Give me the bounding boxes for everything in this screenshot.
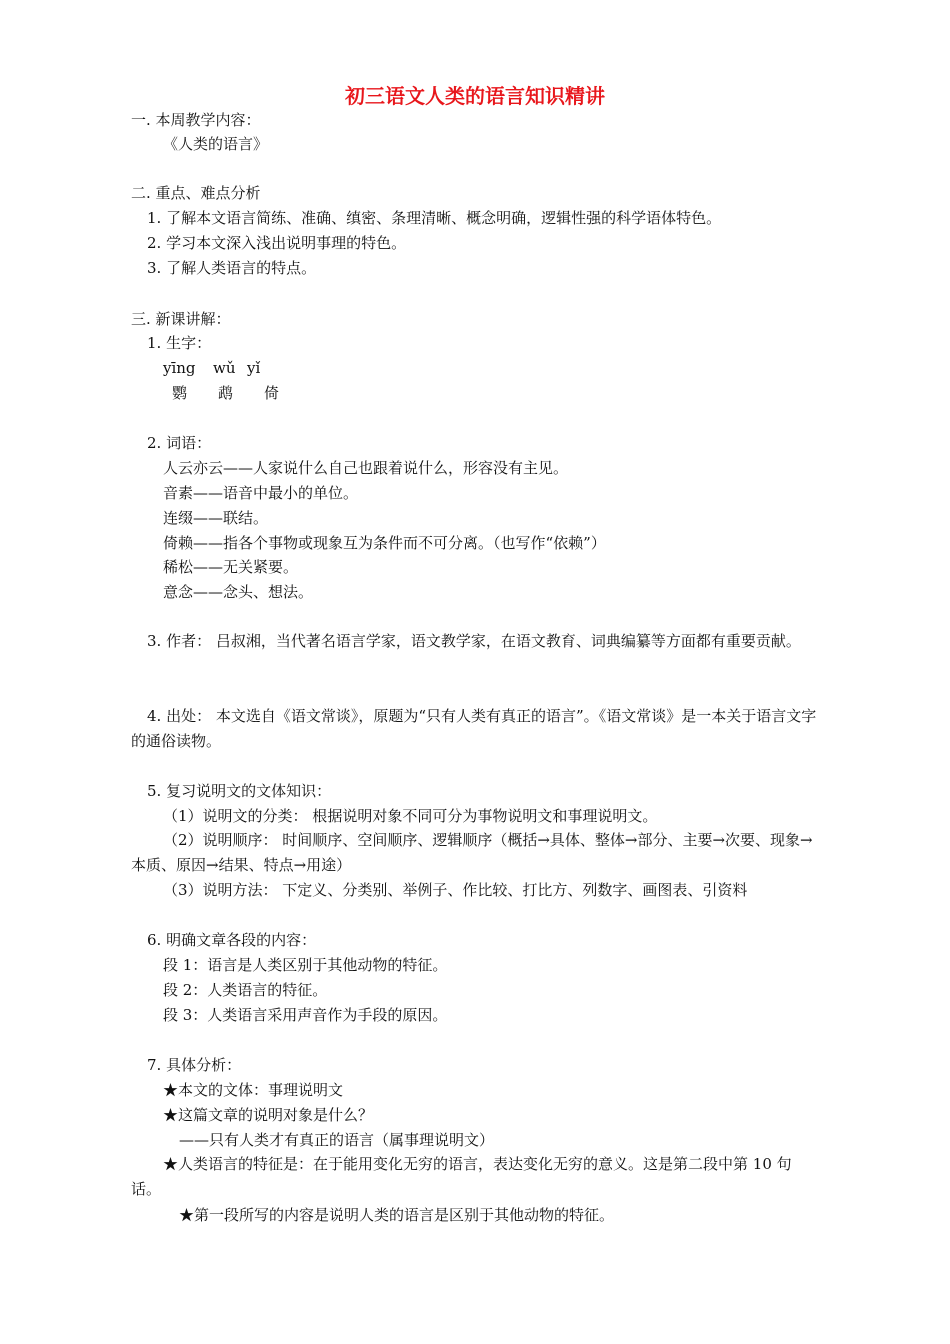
section-3-heading: 三. 新课讲解：	[131, 310, 231, 328]
word-entry: 倚赖——指各个事物或现象互为条件而不可分离。（也写作“依赖”）	[163, 534, 606, 552]
review-heading: 5. 复习说明文的文体知识：	[147, 782, 332, 800]
hanzi-char: 鹦	[172, 384, 188, 402]
section-2-heading: 二. 重点、难点分析	[131, 184, 261, 202]
analysis-heading: 7. 具体分析：	[147, 1056, 242, 1074]
pinyin-label: wǔ	[213, 359, 236, 377]
section-1-content: 《人类的语言》	[163, 135, 269, 153]
paragraph-summary: 段 2：人类语言的特征。	[163, 981, 328, 999]
chars-heading: 1. 生字：	[147, 334, 212, 352]
paragraph-summary: 段 1：语言是人类区别于其他动物的特征。	[163, 956, 448, 974]
document-title: 初三语文人类的语言知识精讲	[345, 84, 605, 108]
hanzi-char: 鹉	[218, 384, 234, 402]
analysis-feature: ★人类语言的特征是：在于能用变化无穷的语言，表达变化无穷的意义。这是第二段中第 10 句话。	[131, 1155, 792, 1198]
word-entry: 人云亦云——人家说什么自己也跟着说什么，形容没有主见。	[163, 459, 569, 477]
pinyin-label: yǐ	[247, 359, 261, 377]
list-item: 3. 了解人类语言的特点。	[147, 259, 317, 277]
review-item: （2）说明顺序： 时间顺序、空间顺序、逻辑顺序（概括→具体、整体→部分、主要→次要、现象→本质、原因→结果、特点→用途）	[131, 831, 813, 874]
author-paragraph: 3. 作者： 吕叔湘，当代著名语言学家，语文教学家，在语文教育、词典编纂等方面都有重要贡献。	[147, 632, 801, 650]
word-entry: 连缀——联结。	[163, 509, 269, 527]
pinyin-label: yīng	[163, 359, 196, 377]
analysis-question: ★这篇文章的说明对象是什么？	[163, 1106, 374, 1124]
hanzi-char: 倚	[264, 384, 280, 402]
word-entry: 意念——念头、想法。	[163, 583, 314, 601]
analysis-first-paragraph: ★第一段所写的内容是说明人类的语言是区别于其他动物的特征。	[179, 1206, 615, 1224]
list-item: 2. 学习本文深入浅出说明事理的特色。	[147, 234, 407, 252]
analysis-answer: ——只有人类才有真正的语言（属事理说明文）	[179, 1131, 495, 1149]
word-entry: 音素——语音中最小的单位。	[163, 484, 359, 502]
review-item: （1）说明文的分类： 根据说明对象不同可分为事物说明文和事理说明文。	[163, 807, 658, 825]
paragraphs-heading: 6. 明确文章各段的内容：	[147, 931, 317, 949]
section-1-heading: 一. 本周教学内容：	[131, 111, 261, 129]
paragraph-summary: 段 3：人类语言采用声音作为手段的原因。	[163, 1006, 448, 1024]
review-item: （3）说明方法： 下定义、分类别、举例子、作比较、打比方、列数字、画图表、引资料	[163, 881, 748, 899]
list-item: 1. 了解本文语言简练、准确、缜密、条理清晰、概念明确，逻辑性强的科学语体特色。	[147, 209, 722, 227]
word-entry: 稀松——无关紧要。	[163, 558, 299, 576]
words-heading: 2. 词语：	[147, 434, 212, 452]
source-paragraph: 4. 出处： 本文选自《语文常谈》，原题为“只有人类有真正的语言”。《语文常谈》是一本关于语言文字的通俗读物。	[131, 707, 817, 750]
analysis-genre: ★本文的文体：事理说明文	[163, 1081, 344, 1099]
